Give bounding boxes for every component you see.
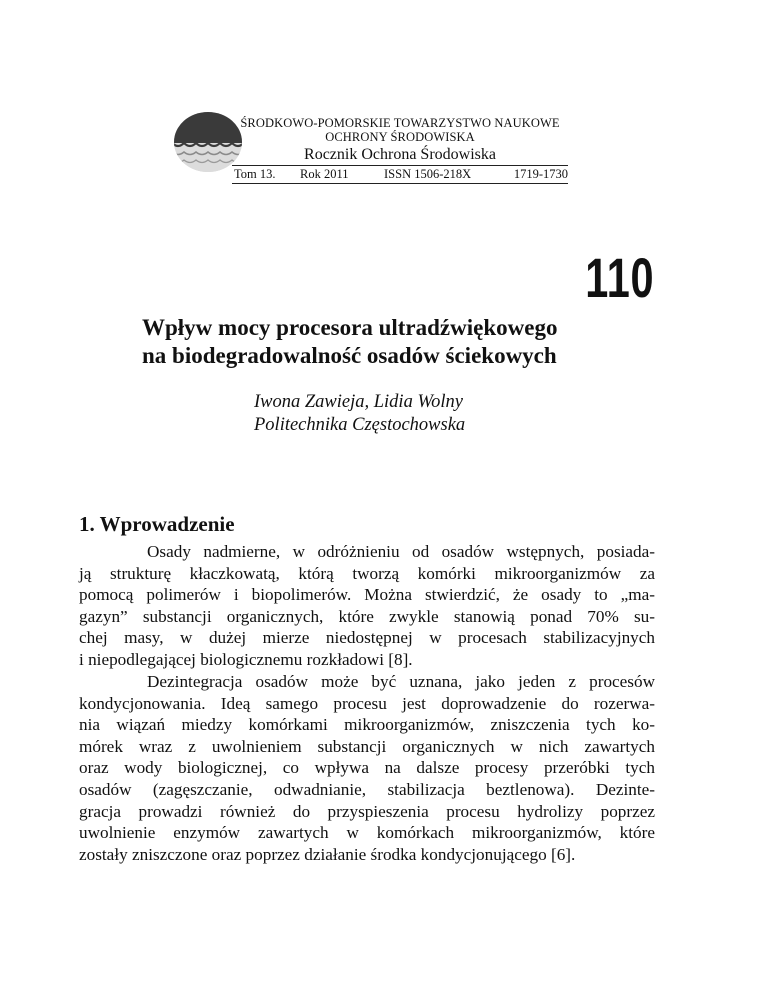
paragraph-line: osadów (zagęszczanie, odwadnianie, stabilizacja beztlenowa). Dezinte- <box>79 779 655 799</box>
society-name <box>232 116 568 144</box>
paragraph-line: mórek wraz z uwolnieniem substancji organicznych w nich zawartych <box>79 736 655 756</box>
paragraph-line: gazyn” substancji organicznych, które zwykle stanowią ponad 70% su- <box>79 606 655 626</box>
chapter-number: 110 <box>584 246 654 309</box>
header-rule-bottom <box>232 183 568 184</box>
paragraph-line: zostały zniszczone oraz poprzez działanie środka kondycjonującego [6]. <box>79 844 576 864</box>
paragraph-line: oraz wody biologicznej, co wpływa na dalsze procesy przeróbki tych <box>79 758 655 778</box>
paper-title-line-1: Wpływ mocy procesora ultradźwiękowego <box>142 315 558 340</box>
page-range: 1719-1730 <box>513 167 568 181</box>
paragraph-1 <box>79 541 655 671</box>
society-name-line-2: OCHRONY ŚRODOWISKA <box>325 130 475 144</box>
paragraph-2 <box>79 671 655 865</box>
issn: ISSN 1506-218X <box>384 167 472 181</box>
journal-title: Rocznik Ochrona Środowiska <box>304 146 496 163</box>
society-name-line-1: ŚRODKOWO-POMORSKIE TOWARZYSTWO NAUKOWE <box>240 116 560 130</box>
volume: Tom 13. <box>234 167 276 181</box>
paragraph-line: gracja prowadzi również do przyspieszenia procesu hydrolizy poprzez <box>79 801 655 821</box>
year: Rok 2011 <box>300 167 349 181</box>
section-heading: 1. Wprowadzenie <box>79 512 235 536</box>
paper-title-line-2: na biodegradowalność osadów ściekowych <box>142 343 557 368</box>
paragraph-line: Osady nadmierne, w odróżnieniu od osadów wstępnych, posiada- <box>147 542 655 561</box>
journal-metadata <box>232 166 568 182</box>
paragraph-line: ją strukturę kłaczkowatą, którą tworzą komórki mikroorganizmów za <box>79 563 655 583</box>
paragraph-line: chej masy, w dużej mierze niedostępnej w procesach stabilizacyjnych <box>79 628 655 648</box>
paragraph-line: i niepodlegającej biologicznemu rozkładowi [8]. <box>79 649 413 669</box>
paragraph-line: nia wiązań miedzy komórkami mikroorganizmów, zniszczenia tych ko- <box>79 715 655 735</box>
paragraph-line: Dezintegracja osadów może być uznana, jako jeden z procesów <box>147 672 655 691</box>
paragraph-line: uwolnienie enzymów zawartych w komórkach mikroorganizmów, które <box>79 823 655 843</box>
paragraph-line: kondycjonowania. Ideą samego procesu jest doprowadzenie do rozerwa- <box>79 693 655 713</box>
paragraph-line: pomocą polimerów i biopolimerów. Można stwierdzić, że osady to „ma- <box>79 585 655 605</box>
authors: Iwona Zawieja, Lidia Wolny <box>254 392 464 412</box>
affiliation: Politechnika Częstochowska <box>254 415 466 435</box>
paper-title <box>142 314 662 370</box>
